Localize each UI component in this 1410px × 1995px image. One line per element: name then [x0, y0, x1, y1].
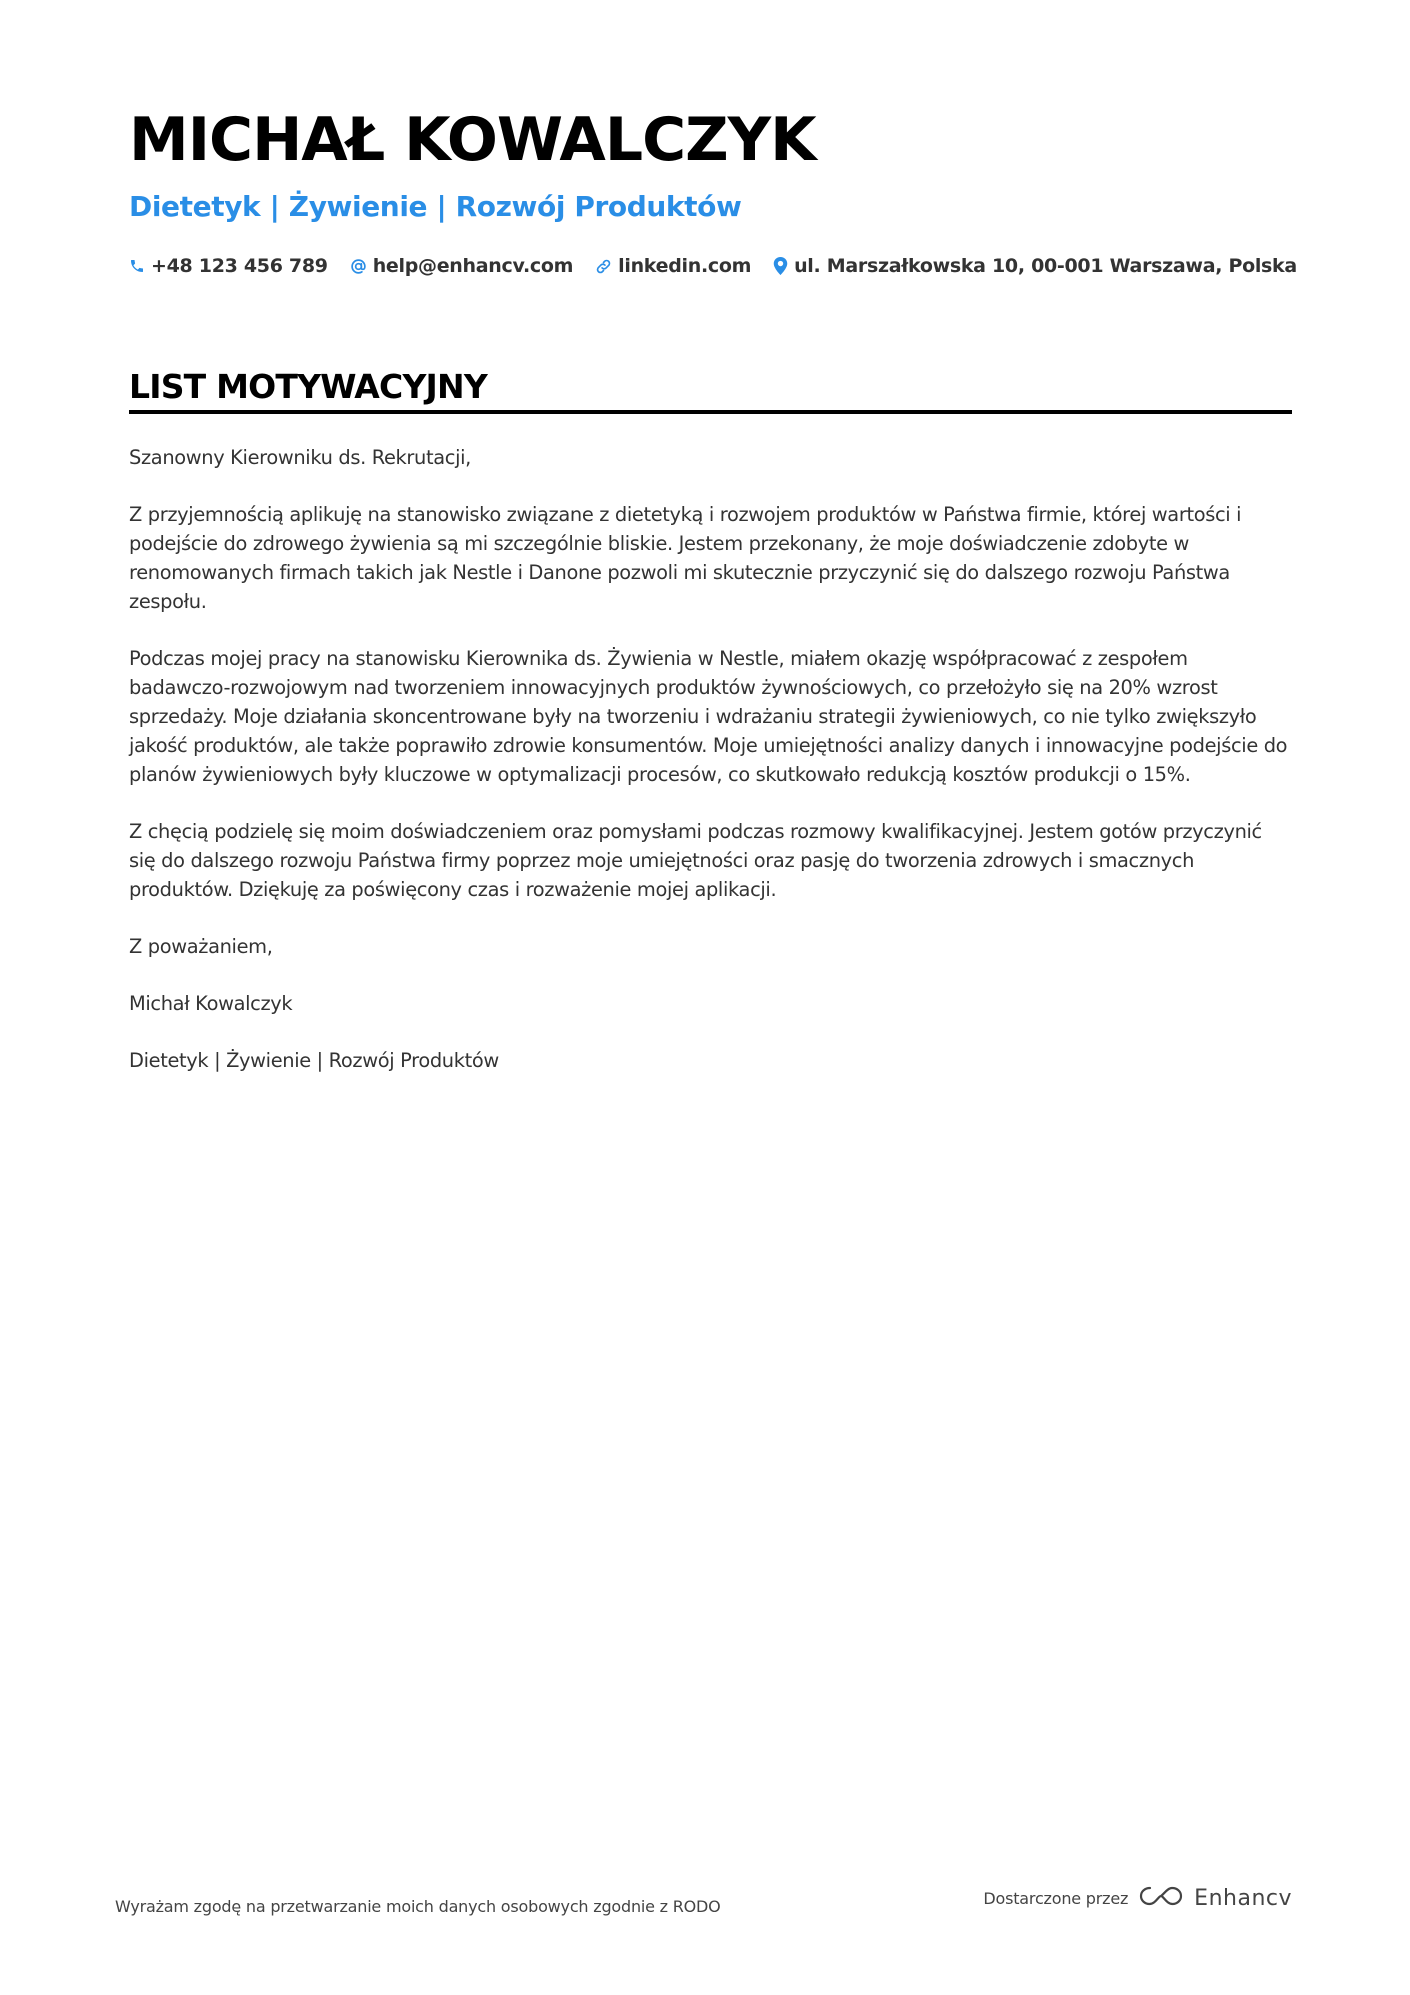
letter-paragraph-1: Z przyjemnością aplikuję na stanowisko związane z dietetyką i rozwojem produktów w Państwa firmie, której wartości i podejście do zdrowego żywienia są mi szczególnie bliskie. Jestem przekonany, że moje doświadczenie zdobyte w renomowanych firmach takich jak Nestle i Danone pozwoli mi skutecznie przyczynić się do dalszego rozwoju Państwa zespołu. [129, 503, 1242, 613]
signature-name: Michał Kowalczyk [129, 992, 293, 1015]
letter-paragraph-3: Z chęcią podzielę się moim doświadczeniem oraz pomysłami podczas rozmowy kwalifikacyjnej. Jestem gotów przyczynić się do dalszego rozwoju Państwa firmy poprzez moje umiejętności oraz pasję do tworzenia zdrowych i smacznych produktów. Dziękuję za poświęcony czas i rozważenie mojej aplikacji. [129, 820, 1262, 901]
contact-address [773, 255, 1297, 277]
address-text: ul. Marszałkowska 10, 00-001 Warszawa, Polska [794, 255, 1297, 277]
letter-closing: Z poważaniem, [129, 935, 273, 958]
section-title: LIST MOTYWACYJNY [129, 367, 487, 406]
letter-salutation: Szanowny Kierowniku ds. Rekrutacji, [129, 446, 471, 469]
letter-paragraph-2: Podczas mojej pracy na stanowisku Kierownika ds. Żywienia w Nestle, miałem okazję współpracować z zespołem badawczo-rozwojowym nad tworzeniem innowacyjnych produktów żywnościowych, co przełożyło się na 20% wzrost sprzedaży. Moje działania skoncentrowane były na tworzeniu i wdrażaniu strategii żywieniowych, co nie tylko zwiększyło jakość produktów, ale także poprawiło zdrowie konsumentów. Moje umiejętności analizy danych i innowacyjne podejście do planów żywieniowych były kluczowe w optymalizacji procesów, co skutkowało redukcją kosztów produkcji o 15%. [129, 647, 1288, 786]
email-text: help@enhancv.com [372, 255, 574, 277]
candidate-name: MICHAŁ KOWALCZYK [129, 105, 816, 175]
linkedin-text: linkedin.com [618, 255, 752, 277]
phone-text: +48 123 456 789 [151, 255, 328, 277]
contact-email [350, 255, 573, 277]
contact-linkedin [595, 255, 751, 277]
letter-body [129, 443, 1292, 1103]
signature-title: Dietetyk | Żywienie | Rozwój Produktów [129, 1049, 499, 1072]
phone-icon [129, 258, 145, 274]
enhancv-logo-icon [1138, 1884, 1184, 1912]
location-pin-icon [773, 257, 788, 275]
brand-name: Enhancv [1194, 1885, 1292, 1911]
section-divider [129, 410, 1292, 414]
powered-by-label: Dostarczone przez [983, 1888, 1129, 1908]
link-icon [595, 258, 612, 275]
contact-bar [129, 255, 1297, 277]
gdpr-consent: Wyrażam zgodę na przetwarzanie moich danych osobowych zgodnie z RODO [115, 1897, 721, 1916]
contact-phone [129, 255, 328, 277]
at-icon [350, 258, 367, 275]
powered-by[interactable] [983, 1884, 1292, 1912]
candidate-headline: Dietetyk | Żywienie | Rozwój Produktów [129, 190, 742, 223]
